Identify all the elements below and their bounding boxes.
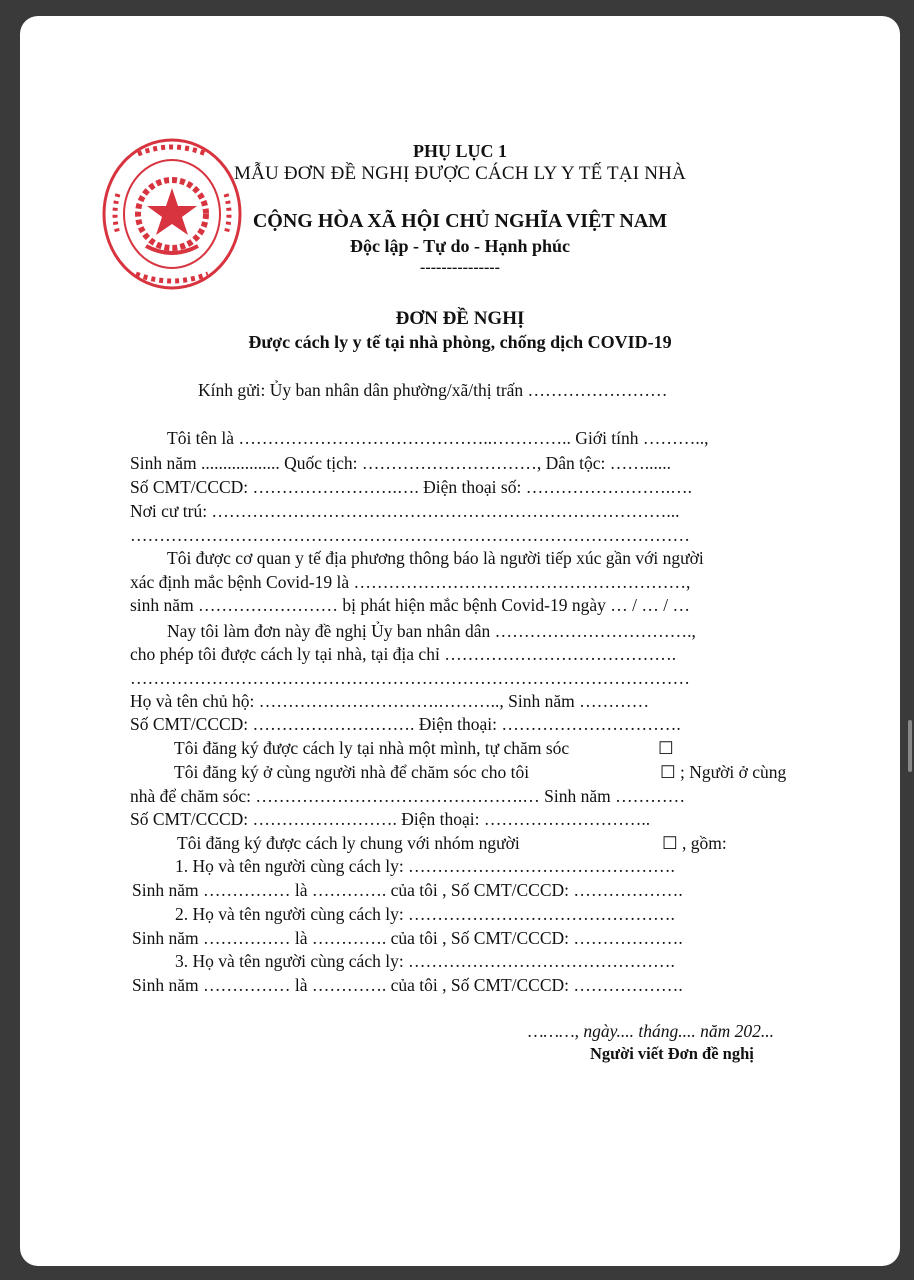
- name-line: Tôi tên là ……………………………………..………….. Giới tính ………..,: [167, 428, 709, 448]
- birth-nationality-line: Sinh năm .................. Quốc tịch: …………………………, Dân tộc: ……......: [130, 453, 672, 473]
- companion-3-name-line: 3. Họ và tên người cùng cách ly: ……………………………………….: [175, 951, 675, 971]
- caregiver-id-line: Số CMT/CCCD: ……………………. Điện thoại: ………………………..: [130, 809, 651, 829]
- option-family-suffix: ; Người ở cùng: [680, 762, 787, 782]
- companion-1-detail-line: Sinh năm …………… là …………. của tôi , Số CMT/CCCD: ……………….: [132, 880, 683, 900]
- option-alone-label: Tôi đăng ký được cách ly tại nhà một mình, tự chăm sóc: [174, 738, 570, 758]
- household-id-line: Số CMT/CCCD: ………………………. Điện thoại: ………………………….: [130, 714, 681, 734]
- id-phone-line: Số CMT/CCCD: …………………….…. Điện thoại số: …………………….….: [130, 477, 692, 497]
- form-title: MẪU ĐƠN ĐỀ NGHỊ ĐƯỢC CÁCH LY Y TẾ TẠI NHÀ: [233, 163, 687, 184]
- scrollbar[interactable]: [908, 720, 912, 772]
- companion-2-name-line: 2. Họ và tên người cùng cách ly: ……………………………………….: [175, 904, 675, 924]
- document-page: [20, 16, 900, 1266]
- option-family-label: Tôi đăng ký ở cùng người nhà để chăm sóc cho tôi: [174, 762, 530, 782]
- option-alone-checkbox[interactable]: ☐: [658, 738, 674, 758]
- national-motto: Độc lập - Tự do - Hạnh phúc: [349, 236, 571, 256]
- address-continuation: ……………………………………………………………………………………: [130, 668, 690, 688]
- address-line: cho phép tôi được cách ly tại nhà, tại địa chỉ ………………………………….: [130, 644, 677, 664]
- option-group-checkbox[interactable]: ☐: [662, 833, 678, 853]
- caregiver-line: nhà để chăm sóc: ……………………………………….… Sinh năm …………: [130, 786, 686, 806]
- residence-continuation: ……………………………………………………………………………………: [130, 525, 690, 545]
- request-line: Nay tôi làm đơn này đề nghị Ủy ban nhân dân …………………………….,: [167, 621, 696, 641]
- option-family-checkbox[interactable]: ☐: [660, 762, 676, 782]
- companion-2-detail-line: Sinh năm …………… là …………. của tôi , Số CMT/CCCD: ……………….: [132, 928, 683, 948]
- household-head-line: Họ và tên chủ hộ: ………………………….……….., Sinh năm …………: [130, 691, 650, 711]
- date-line: ………, ngày.... tháng.... năm 202...: [528, 1021, 774, 1041]
- recipient-line: Kính gửi: Ủy ban nhân dân phường/xã/thị trấn ……………………: [198, 380, 668, 400]
- document-subtitle: Được cách ly y tế tại nhà phòng, chống dịch COVID-19: [248, 332, 672, 352]
- companion-1-name-line: 1. Họ và tên người cùng cách ly: ……………………………………….: [175, 856, 675, 876]
- signer-label: Người viết Đơn đề nghị: [590, 1044, 754, 1063]
- patient-detection-line: sinh năm …………………… bị phát hiện mắc bệnh Covid-19 ngày … / … / …: [130, 595, 690, 615]
- patient-name-line: xác định mắc bệnh Covid-19 là …………………………………………………,: [130, 572, 691, 592]
- country-name: CỘNG HÒA XÃ HỘI CHỦ NGHĨA VIỆT NAM: [252, 210, 668, 232]
- header-divider: ---------------: [420, 259, 500, 276]
- appendix-label: PHỤ LỤC 1: [413, 141, 507, 161]
- companion-3-detail-line: Sinh năm …………… là …………. của tôi , Số CMT/CCCD: ……………….: [132, 975, 683, 995]
- notice-line: Tôi được cơ quan y tế địa phương thông báo là người tiếp xúc gần với người: [167, 548, 704, 568]
- option-group-label: Tôi đăng ký được cách ly chung với nhóm người: [177, 833, 520, 853]
- residence-line: Nơi cư trú: ……………………………………………………………………...: [130, 501, 680, 521]
- document-title: ĐƠN ĐỀ NGHỊ: [395, 308, 525, 329]
- option-group-suffix: , gồm:: [682, 833, 727, 853]
